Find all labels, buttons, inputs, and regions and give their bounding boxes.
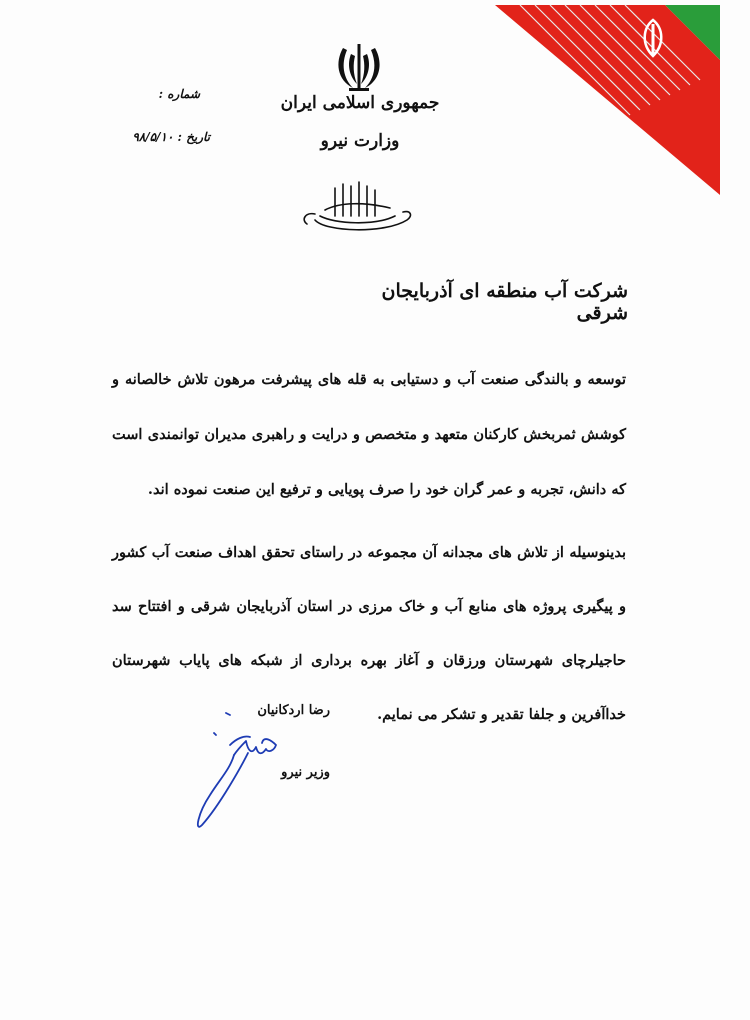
letter-paragraph-1: توسعه و بالندگی صنعت آب و دستیابی به قله های پیشرفت مرهون تلاش خالصانه و کوشش ثمربخش کارکنان متعهد و متخصص و درایت و راهبری مدیران توانمندی است که دانش، تجربه و عمر گران خود را صرف پویایی و ترفیع این صنعت نموده اند. xyxy=(112,371,626,498)
letter-date: تاریخ : ۹۸/۵/۱۰ xyxy=(132,130,210,144)
handwritten-signature-icon xyxy=(190,705,280,835)
addressee: شرکت آب منطقه ای آذربایجان شرقی xyxy=(381,280,628,324)
iran-flag-icon xyxy=(490,0,730,200)
republic-title: جمهوری اسلامی ایران xyxy=(280,93,440,113)
bismillah-calligraphy-icon xyxy=(295,180,425,235)
signer-title: وزیر نیرو xyxy=(281,765,330,780)
iran-emblem-icon xyxy=(333,40,385,92)
letter-number-label: شماره : xyxy=(158,87,200,101)
ministry-title: وزارت نیرو xyxy=(320,131,400,151)
signer-name: رضا اردکانیان xyxy=(257,703,330,718)
letter-paragraph-2: بدینوسیله از تلاش های مجدانه آن مجموعه در راستای تحقق اهداف صنعت آب کشور و پیگیری پروژه های منابع آب و خاک مرزی در استان آذربایجان شرقی و افتتاح سد حاجیلرچای شهرستان ورزقان و آغاز بهره برداری از شبکه های پایاب شهرستان خداآفرین و جلفا تقدیر و تشکر می نمایم. xyxy=(112,544,626,723)
